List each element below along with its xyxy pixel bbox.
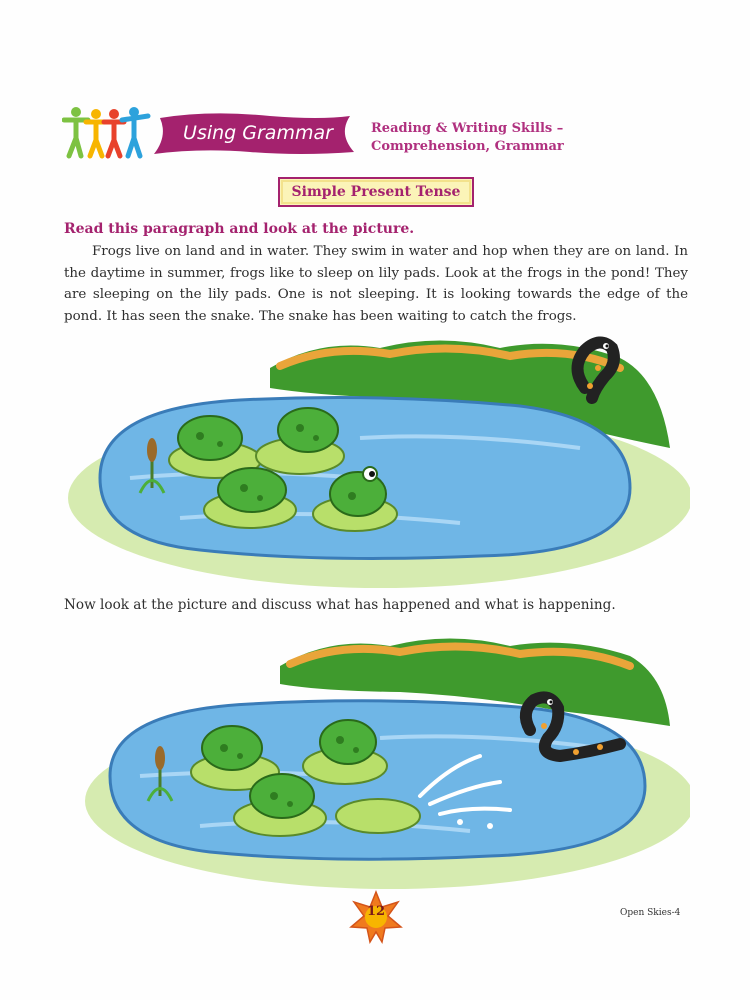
instruction-heading: Read this paragraph and look at the picture. [64,221,415,237]
reading-paragraph: Frogs live on land and in water. They swim in water and hop when they are on land. In the daytime in summer, frogs like to sleep on lily pads. Look at the frogs in the pond! They are sleeping on the lily pads. One is not sleeping. It is looking towards the edge of the pond. It has seen the snake. The snake has been waiting to catch the frogs. [64,244,688,324]
skills-line-1: Reading & Writing Skills – [371,121,564,136]
pond-illustration-after [60,626,690,894]
children-logo-icon [62,104,152,160]
section-title: Using Grammar [183,122,333,144]
skills-line-2: Comprehension, Grammar [371,139,564,154]
page-number: 12 [366,904,386,919]
pond-illustration-before [60,328,690,590]
topic-heading: Simple Present Tense [278,177,474,207]
skills-subtitle [371,120,601,156]
discussion-prompt: Now look at the picture and discuss what has happened and what is happening. [64,597,616,613]
book-title: Open Skies-4 [620,908,681,918]
